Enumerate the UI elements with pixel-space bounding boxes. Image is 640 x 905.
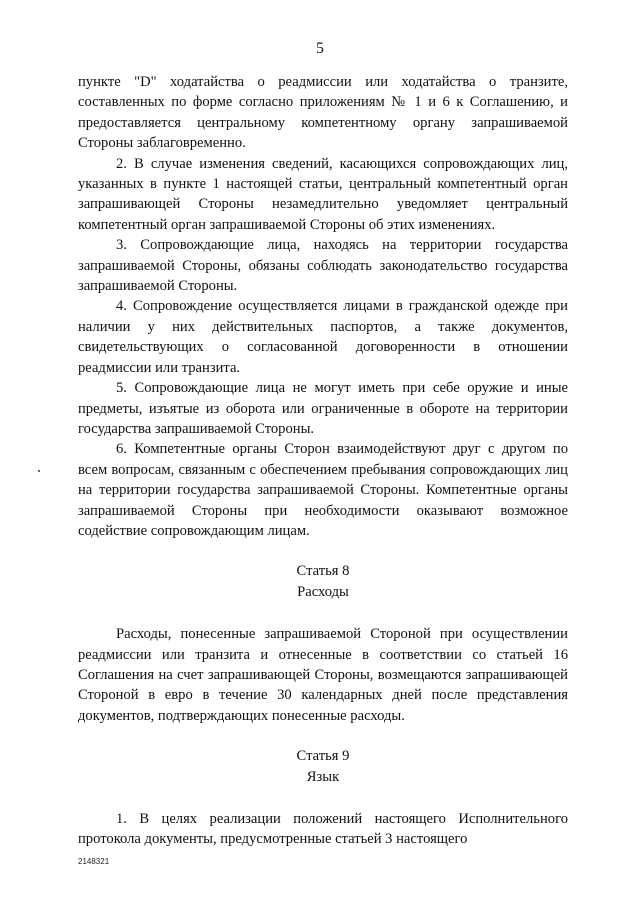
page-number: 5 [316,40,324,57]
article-8-number: Статья 8 [296,563,350,580]
article-9-title: Язык [306,768,340,785]
article-8-text: Расходы, понесенные запрашиваемой Стороной при осуществлении реадмиссии или транзита и отнесенные в соответствии со статьей 16 Соглашения на счет запрашивающей Стороны, возмещаются запрашивающей Стороной в евро в течение 30 календарных дней после представления документов, подтверждающих понесенные расходы. [78,626,568,724]
paragraph-continuation: пункте "D" ходатайства о реадмиссии или ходатайства о транзите, составленных по форме согласно приложениям № 1 и 6 к Соглашению, и предоставляется центральному компетентному органу запрашиваемой Стороны заблаговременно. [78,74,568,152]
margin-mark [38,470,40,472]
article-9-number: Статья 9 [296,748,350,765]
article-8-title: Расходы [297,583,349,600]
document-body [78,72,568,850]
document-code: 2148321 [78,857,110,866]
paragraph-6: 6. Компетентные органы Сторон взаимодействуют друг с другом по всем вопросам, связанным с обеспечением пребывания сопровождающих лиц на территории государства запрашиваемой Стороны. Компетентные органы запрашиваемой Стороны при необходимости оказывают возможное содействие сопровождающим лицам. [78,441,568,539]
paragraph-3: 3. Сопровождающие лица, находясь на территории государства запрашиваемой Стороны, обязаны соблюдать законодательство государства запрашиваемой Стороны. [78,237,568,295]
paragraph-5: 5. Сопровождающие лица не могут иметь при себе оружие и иные предметы, изъятые из оборота или ограниченные в обороте на территории государства запрашиваемой Стороны. [78,380,568,437]
paragraph-2: 2. В случае изменения сведений, касающихся сопровождающих лиц, указанных в пункте 1 настоящей статьи, центральный компетентный орган запрашивающей Стороны незамедлительно уведомляет центральный компетентный орган запрашиваемой Стороны об этих изменениях. [78,155,568,233]
paragraph-4: 4. Сопровождение осуществляется лицами в гражданской одежде при наличии у них действительных паспортов, а также документов, свидетельствующих о согласованной договоренности в отношении реадмиссии или транзита. [78,298,568,376]
article-9-text: 1. В целях реализации положений настоящего Исполнительного протокола документы, предусмотренные статьей 3 настоящего [78,811,568,848]
